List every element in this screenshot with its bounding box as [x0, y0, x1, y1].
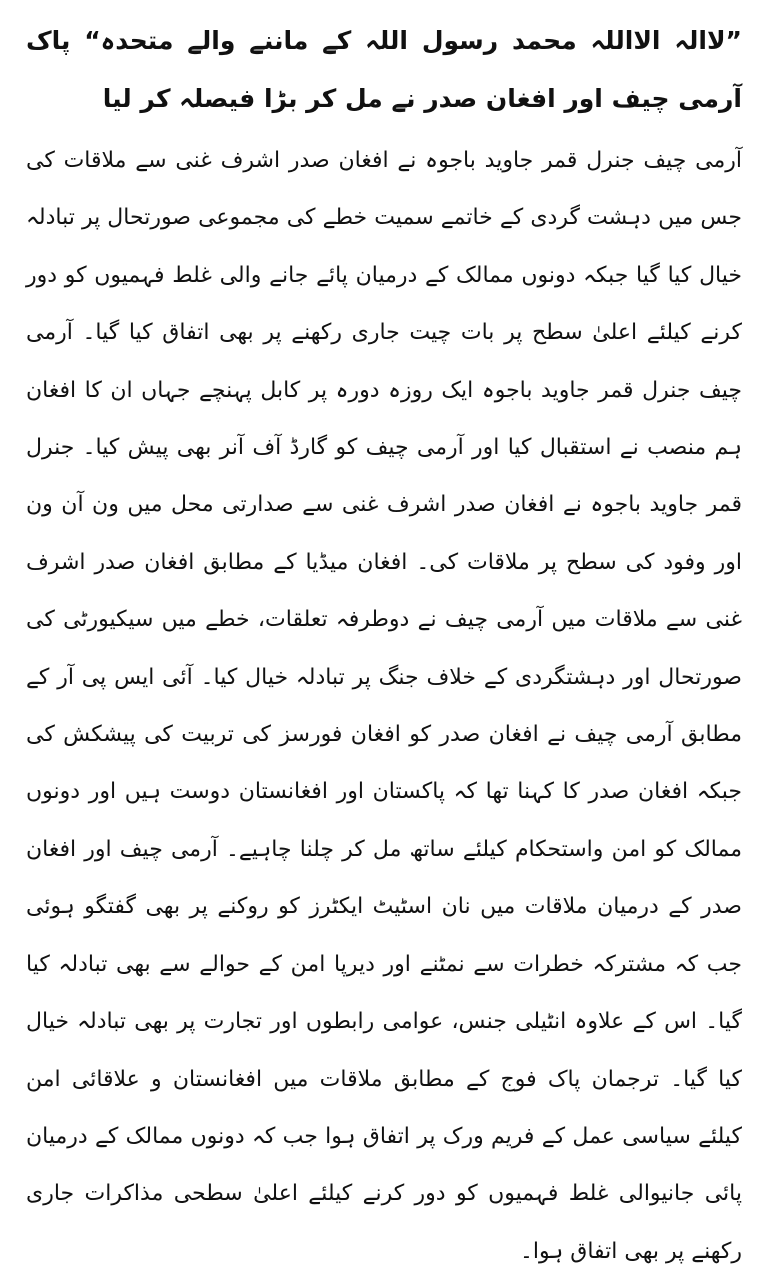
article-headline: ”لاالہ الااللہ محمد رسول اللہ کے ماننے والے متحدہ“ پاک آرمی چیف اور افغان صدر نے مل کر بڑا فیصلہ کر لیا — [26, 26, 742, 113]
article-body: آرمی چیف جنرل قمر جاوید باجوہ نے افغان صدر اشرف غنی سے ملاقات کی جس میں دہشت گردی کے خاتمے سمیت خطے کی مجموعی صورتحال پر تبادلہ خیال کیا گیا جبکہ دونوں ممالک کے درمیان پائے جانے والی غلط فہمیوں کو دور کرنے کیلئے اعلیٰ سطح پر بات چیت جاری رکھنے پر بھی اتفاق کیا گیا۔ آرمی چیف جنرل قمر جاوید باجوہ ایک روزہ دورہ پر کابل پہنچے جہاں ان کا افغان ہم منصب نے استقبال کیا اور آرمی چیف کو گارڈ آف آنر بھی پیش کیا۔ جنرل قمر جاوید باجوہ نے افغان صدر اشرف غنی سے صدارتی محل میں ون آن ون اور وفود کی سطح پر ملاقات کی۔ افغان میڈیا کے مطابق افغان صدر اشرف غنی سے ملاقات میں آرمی چیف نے دوطرفہ تعلقات، خطے میں سیکیورٹی کی صورتحال اور دہشتگردی کے خلاف جنگ پر تبادلہ خیال کیا۔ آئی ایس پی آر کے مطابق آرمی چیف نے افغان صدر کو افغان فورسز کی تربیت کی پیشکش کی جبکہ افغان صدر کا کہنا تھا کہ پاکستان اور افغانستان دوست ہیں اور دونوں ممالک کو امن واستحکام کیلئے ساتھ مل کر چلنا چاہیے۔ آرمی چیف اور افغان صدر کے درمیان ملاقات میں نان اسٹیٹ ایکٹرز کو روکنے پر بھی گفتگو ہوئی جب کہ مشترکہ خطرات سے نمٹنے اور دیرپا امن کے حوالے سے بھی تبادلہ کیا گیا۔ اس کے علاوہ انٹیلی جنس، عوامی رابطوں اور تجارت پر بھی تبادلہ خیال کیا گیا۔ ترجمان پاک فوج کے مطابق ملاقات میں افغانستان و علاقائی امن کیلئے سیاسی عمل کے فریم ورک پر اتفاق ہوا جب کہ دونوں ممالک کے درمیان پائی جانیوالی غلط فہمیوں کو دور کرنے کیلئے اعلیٰ سطحی مذاکرات جاری رکھنے پر بھی اتفاق ہوا۔ — [26, 148, 742, 1264]
